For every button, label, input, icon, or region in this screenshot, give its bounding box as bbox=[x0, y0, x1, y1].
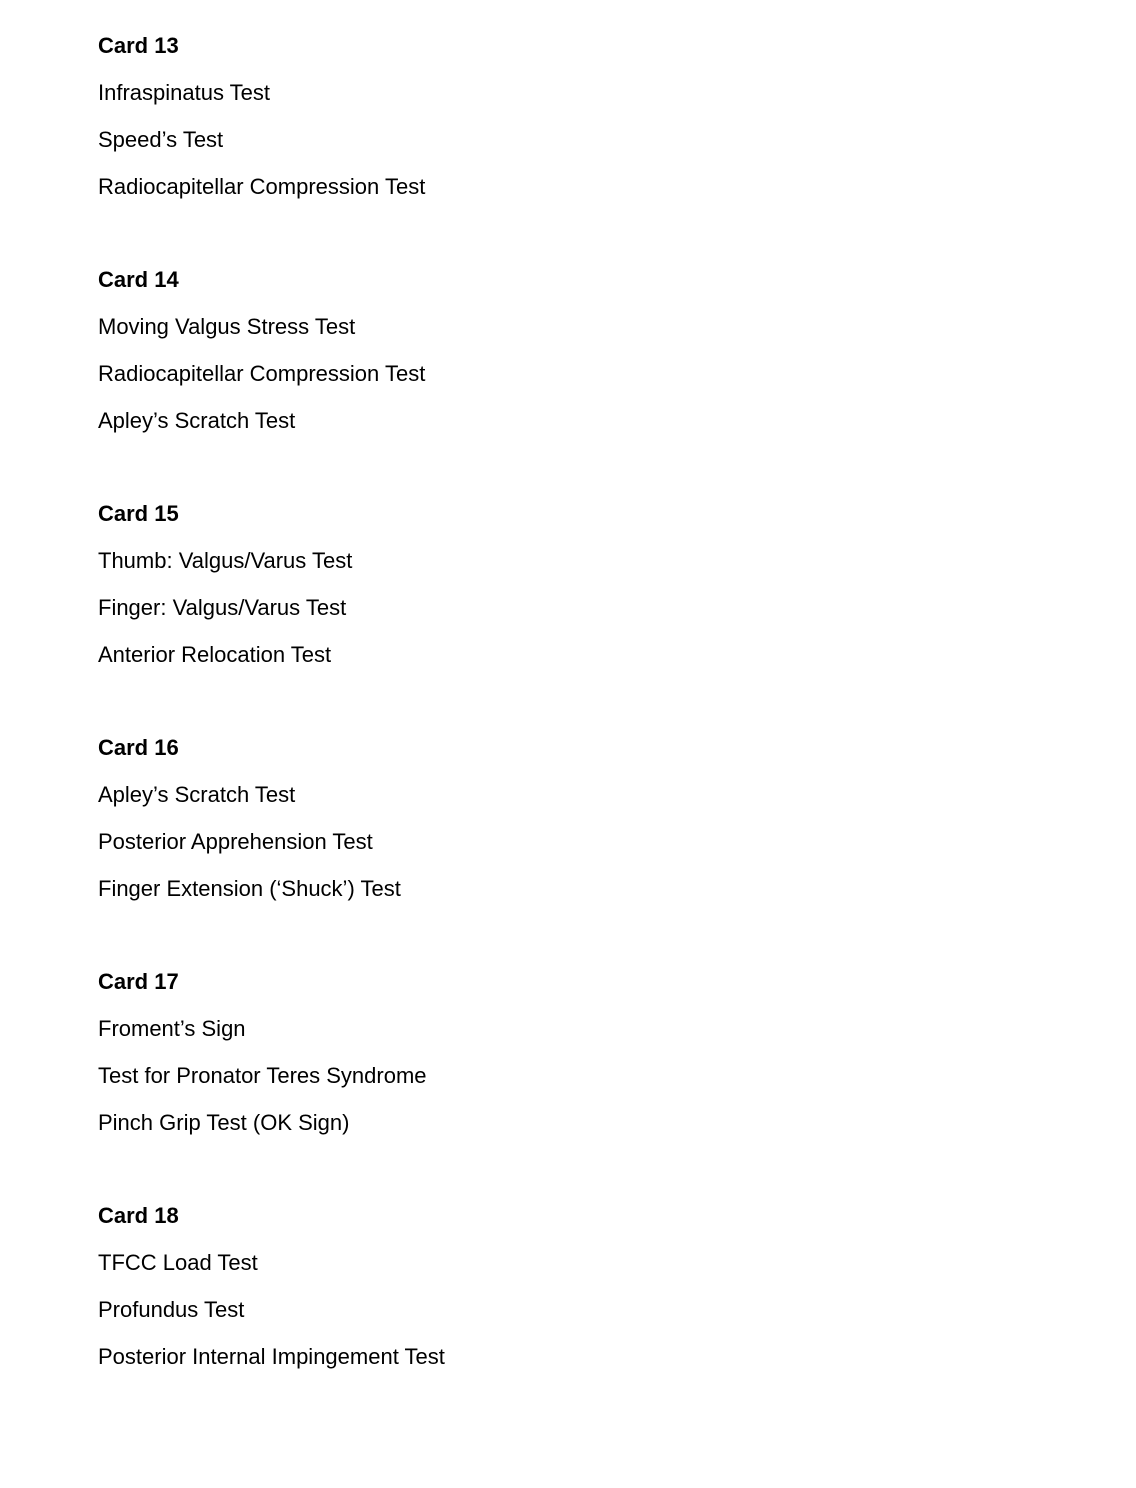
card-title: Card 16 bbox=[98, 735, 179, 760]
card-17 bbox=[98, 964, 1058, 1152]
test-item: TFCC Load Test bbox=[98, 1250, 258, 1275]
test-item: Test for Pronator Teres Syndrome bbox=[98, 1063, 427, 1088]
test-item: Anterior Relocation Test bbox=[98, 642, 332, 667]
test-item: Apley’s Scratch Test bbox=[98, 408, 296, 433]
test-item: Radiocapitellar Compression Test bbox=[98, 174, 426, 199]
test-item: Pinch Grip Test (OK Sign) bbox=[98, 1110, 350, 1135]
test-item: Infraspinatus Test bbox=[98, 80, 271, 105]
card-16 bbox=[98, 730, 1058, 918]
card-title: Card 17 bbox=[98, 969, 179, 994]
test-item: Froment’s Sign bbox=[98, 1016, 246, 1041]
card-13 bbox=[98, 28, 1058, 216]
test-item: Finger Extension (‘Shuck’) Test bbox=[98, 876, 401, 901]
card-title: Card 15 bbox=[98, 501, 179, 526]
card-title: Card 14 bbox=[98, 267, 179, 292]
test-item: Finger: Valgus/Varus Test bbox=[98, 595, 347, 620]
test-item: Profundus Test bbox=[98, 1297, 245, 1322]
test-item: Posterior Apprehension Test bbox=[98, 829, 373, 854]
test-item: Radiocapitellar Compression Test bbox=[98, 361, 426, 386]
card-15 bbox=[98, 496, 1058, 684]
card-title: Card 13 bbox=[98, 33, 179, 58]
card-title: Card 18 bbox=[98, 1203, 179, 1228]
card-14 bbox=[98, 262, 1058, 450]
test-item: Speed’s Test bbox=[98, 127, 224, 152]
card-18 bbox=[98, 1198, 1058, 1386]
test-item: Thumb: Valgus/Varus Test bbox=[98, 548, 353, 573]
test-item: Moving Valgus Stress Test bbox=[98, 314, 356, 339]
test-item: Apley’s Scratch Test bbox=[98, 782, 296, 807]
test-item: Posterior Internal Impingement Test bbox=[98, 1344, 445, 1369]
document-page bbox=[98, 28, 1058, 1432]
